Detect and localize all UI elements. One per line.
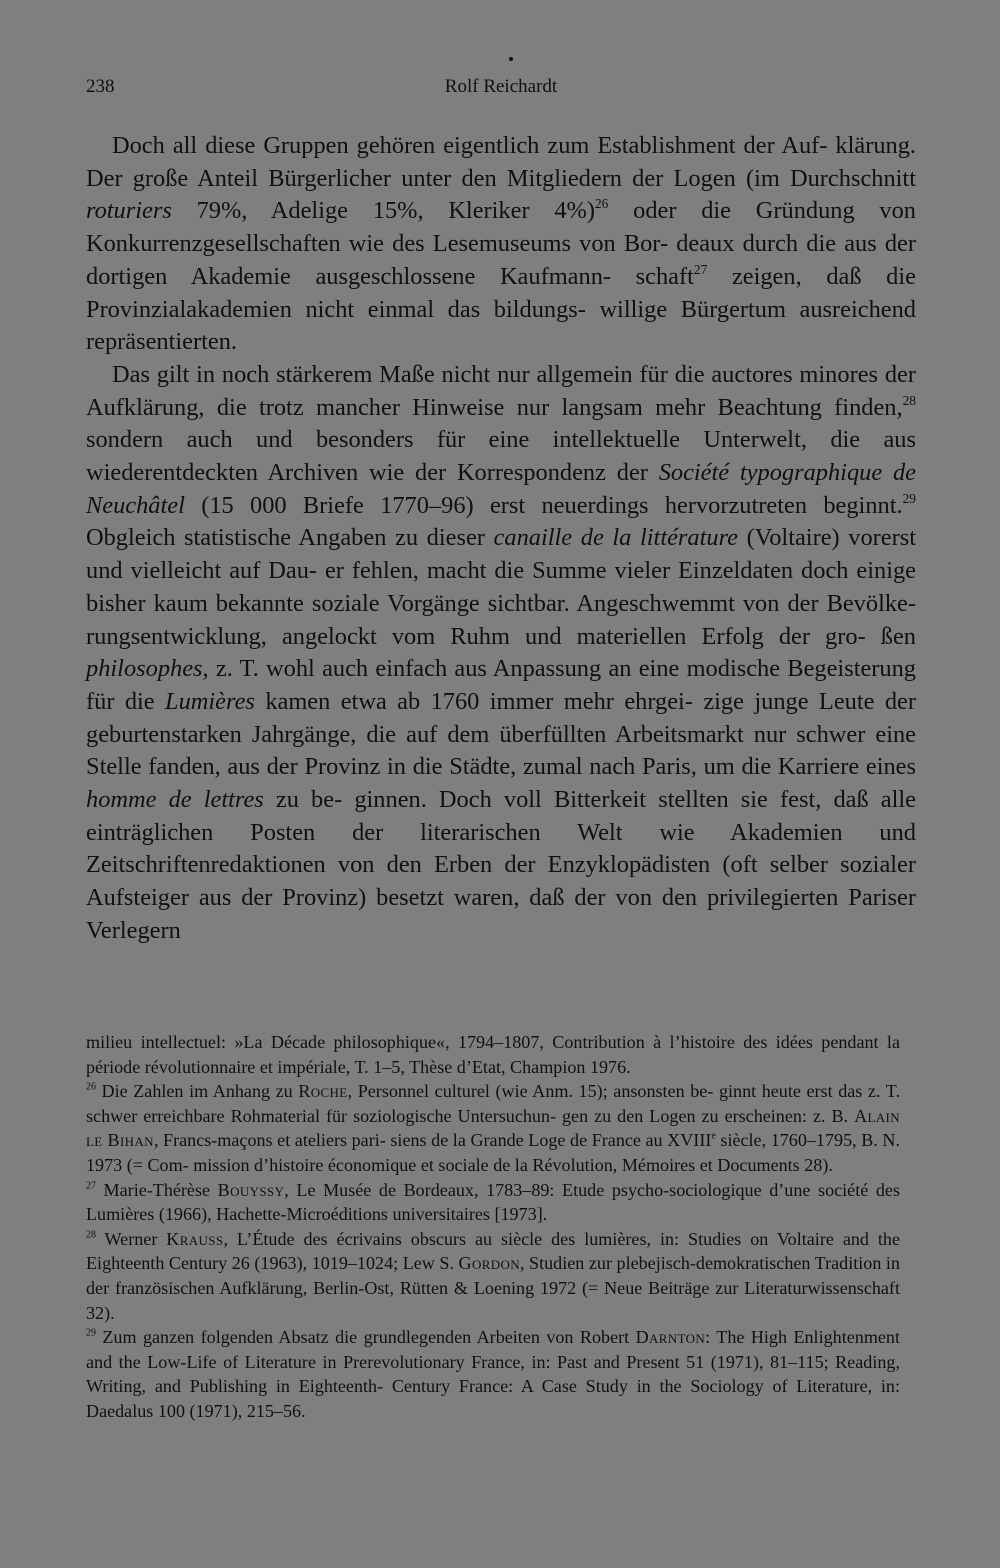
print-speck xyxy=(509,57,513,61)
text-run: Obgleich statistische Angaben zu dieser xyxy=(86,524,494,552)
text-run: (15 000 Briefe 1770–96) erst neuerdings hervorzutreten beginnt. xyxy=(184,491,903,519)
text-run: 79%, Adelige 15%, Kleriker 4%) xyxy=(171,197,595,225)
footnote-number: 27 xyxy=(86,1180,96,1192)
footnote-number: 26 xyxy=(86,1081,96,1093)
italic-term: philosophes xyxy=(86,655,203,683)
footnotes xyxy=(86,1030,900,1424)
author-name: Bouyssy xyxy=(217,1179,285,1200)
italic-term: Société typographique de Neuchâtel xyxy=(86,459,916,519)
author-name: Roche xyxy=(298,1081,348,1102)
author-name: Darnton xyxy=(635,1327,706,1348)
footnote-28 xyxy=(86,1227,900,1325)
text-run: oder die Gründung von Konkurrenzgesellschaften wie des Lesemuseums von Bor- deaux durch die aus der dortigen Akademie ausgeschlossene Kaufmann- schaft xyxy=(86,197,917,290)
text-run: Marie-Thérèse xyxy=(95,1179,218,1200)
text-run: sondern auch und besonders für eine intellektuelle Unterwelt, die aus wiederentdeckten Archiven wie der Korrespondenz der xyxy=(86,426,916,487)
text-run: Die Zahlen im Anhang zu xyxy=(95,1081,299,1102)
italic-term: Lumières xyxy=(165,687,255,715)
text-run: Werner xyxy=(95,1228,167,1249)
running-head xyxy=(86,76,916,104)
footnote-number: 28 xyxy=(86,1229,96,1241)
text-run: , L’Étude des écrivains obscurs au siècle des lumières, in: Studies on Voltaire and the Eighteenth Century 26 (1963), 1019–1024; Lew S. xyxy=(86,1228,900,1274)
text-run: , Francs-maçons et ateliers pari- siens de la Grande Loge de France au XVIII xyxy=(153,1130,712,1151)
text-run: zeigen, daß die Provinzialakademien nicht einmal das bildungs- willige Bürgertum ausreichend repräsentierten. xyxy=(86,262,916,356)
italic-term: homme de lettres xyxy=(86,786,264,814)
text-run: zu be- ginnen. Doch voll Bitterkeit stellten sie fest, daß alle einträglichen Posten der literarischen Welt wie Akademien und Zeitschriftenredaktionen von den Erben der Enzyklopädisten (oft selber sozialer Aufsteiger aus der Provinz) besetzt waren, daß der von den privilegierten Pariser Verlegern xyxy=(86,786,916,944)
text-run: siècle, 1760–1795, B. N. 1973 (= Com- mission d’histoire économique et sociale de la Révolution, Mémoires et Documents 28). xyxy=(86,1130,900,1175)
author-name: Krauss xyxy=(166,1228,224,1249)
footnote-27 xyxy=(86,1178,900,1227)
text-run: , Le Musée de Bordeaux, 1783–89: Etude psycho-sociologique d’une société des Lumières (1966), Hachette-Microéditions universitaires [1973]. xyxy=(86,1179,900,1225)
text-run: (Voltaire) vorerst und vielleicht auf Dau- er fehlen, macht die Summe vieler Einzeldaten doch einige bisher kaum bekannte soziale Vorgänge sichtbar. Angeschwemmt von der Bevölke- rungsentwicklung, angelockt vom Ruhm und materiellen Erfolg der gro- ßen xyxy=(86,524,916,650)
text-run: Das gilt in noch stärkerem Maße nicht nur allgemein für die auctores minores der Aufklärung, die trotz mancher Hinweise nur langsam mehr Beachtung finden, xyxy=(86,360,916,421)
footnote-ref-28: 28 xyxy=(902,392,916,408)
page-number: 238 xyxy=(86,76,115,97)
footnote-26 xyxy=(86,1079,900,1177)
paragraph-1 xyxy=(86,130,916,359)
author-name: Gordon xyxy=(458,1253,520,1274)
text-run: , Personnel culturel (wie Anm. 15); ansonsten be- ginnt heute erst das z. T. schwer erreichbare Rohmaterial für soziologische Untersuchun- gen zu den Logen zu erscheinen: z. B. xyxy=(86,1081,900,1126)
footnote-ref-26: 26 xyxy=(594,196,609,212)
main-text xyxy=(86,130,916,948)
text-run: : The High Enlightenment and the Low-Life of Literature in Prerevolutionary France, in: Past and Present 51 (1971), 81–115; Reading, Writing, and Publishing in Eighteenth- Century France: A Case Study in the Sociology of Literature, in: Daedalus 100 (1971), 215–56. xyxy=(86,1327,900,1421)
text-run: , z. T. wohl auch einfach aus Anpassung an eine modische Begeisterung für die xyxy=(86,655,916,715)
footnote-29 xyxy=(86,1325,900,1423)
footnote-ref-29: 29 xyxy=(902,490,916,506)
author-name: Alain le Bihan xyxy=(86,1105,900,1151)
italic-term: roturiers xyxy=(86,197,172,225)
text-run: Zum ganzen folgenden Absatz die grundlegenden Arbeiten von Robert xyxy=(95,1327,636,1348)
running-head-author: Rolf Reichardt xyxy=(444,76,558,97)
italic-term: canaille de la littérature xyxy=(493,524,738,552)
footnote-number: 29 xyxy=(86,1327,96,1339)
text-run: kamen etwa ab 1760 immer mehr ehrgei- zige junge Leute der geburtenstarken Jahrgänge, die auf dem überfüllten Arbeitsmarkt nur schwer eine Stelle fanden, aus der Provinz in die Städte, zumal nach Paris, um die Karriere eines xyxy=(86,687,916,781)
footnote-continuation: milieu intellectuel: »La Décade philosophique«, 1794–1807, Contribution à l’histoire des idées pendant la période révolutionnaire et impériale, T. 1–5, Thèse d’Etat, Champion 1976. xyxy=(86,1032,900,1077)
footnote-ref-27: 27 xyxy=(693,261,708,277)
text-run: , Studien zur plebejisch-demokratischen Tradition in der französischen Aufklärung, Berlin-Ost, Rütten & Loening 1972 (= Neue Beiträge zur Literaturwissenschaft 32). xyxy=(86,1253,900,1323)
superscript: e xyxy=(711,1130,716,1142)
paragraph-2 xyxy=(86,359,916,948)
text-run: Doch all diese Gruppen gehören eigentlich zum Establishment der Auf- klärung. Der große Anteil Bürgerlicher unter den Mitgliedern der Logen (im Durchschnitt xyxy=(86,132,916,192)
